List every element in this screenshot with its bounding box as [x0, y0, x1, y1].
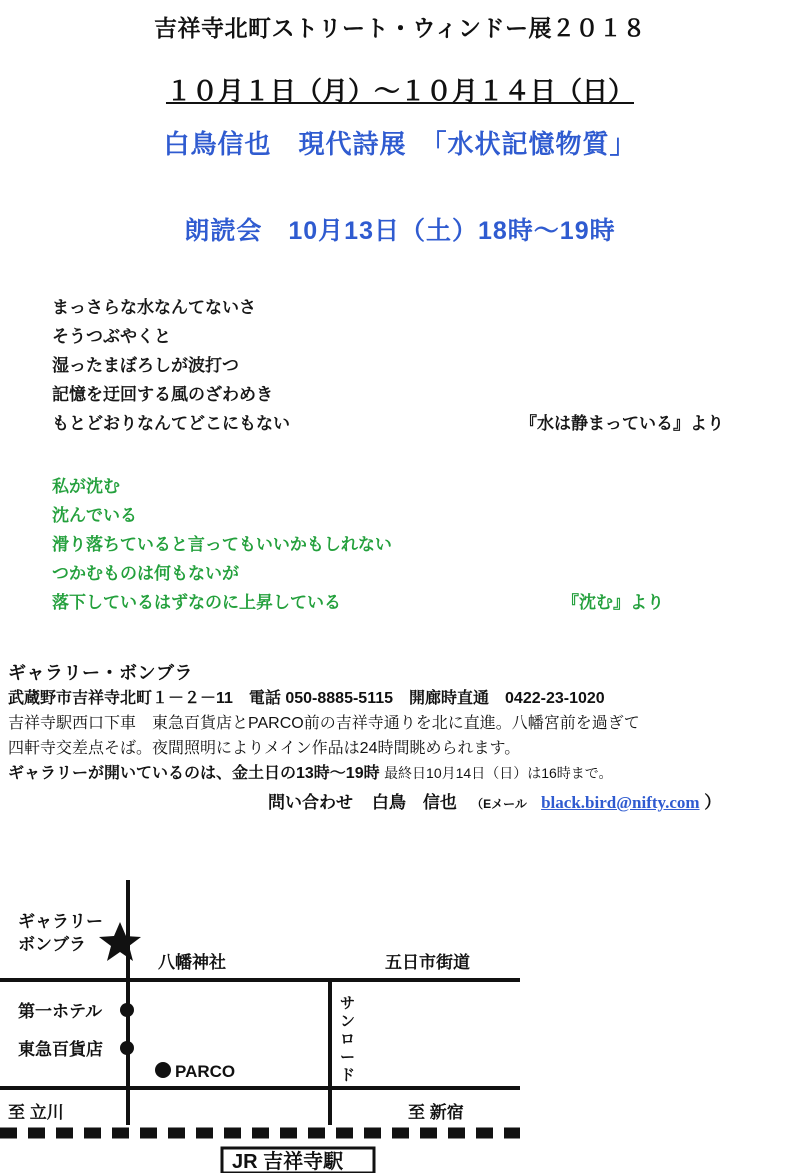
date-range: [0, 71, 800, 108]
poem-line-last: [52, 588, 800, 617]
poem-citation: 『沈む』より: [562, 593, 664, 612]
gallery-hours: [8, 761, 800, 786]
contact-mail-close: ）: [704, 793, 722, 812]
map-label-gallery1: ギャラリー: [18, 912, 103, 931]
gallery-star-marker: [99, 922, 141, 961]
gallery-access-line2: 四軒寺交差点そば。夜間照明によりメイン作品は24時間眺められます。: [8, 740, 521, 757]
map-label-parco: PARCO: [175, 1062, 236, 1081]
map-label-tachikawa: 至 立川: [8, 1103, 64, 1122]
poem-line: 沈んでいる: [52, 506, 137, 525]
map-label-gallery2: ボンブラ: [18, 935, 86, 954]
map-label-hachiman: 八幡神社: [158, 953, 226, 972]
gallery-hours-note: 最終日10月14日（日）は16時まで。: [384, 765, 613, 781]
poem-line: そうつぶやくと: [52, 327, 171, 346]
poem-line: 湿ったまぼろしが波打つ: [52, 356, 239, 375]
poem-black: [0, 293, 800, 438]
gallery-hours-text: ギャラリーが開いているのは、金土日の13時～19時: [8, 765, 380, 782]
poem-line: 記憶を迂回する風のざわめき: [52, 385, 273, 404]
hotel-marker: [120, 1003, 134, 1017]
poem-line: まっさらな水なんてないさ: [52, 298, 256, 317]
map-label-itsukaichi: 五日市街道: [385, 953, 470, 972]
map-label-station: JR 吉祥寺駅: [232, 1151, 344, 1173]
poem-line-last: [52, 409, 800, 438]
poem-citation: 『水は静まっている』より: [520, 414, 724, 433]
svg-text:ド: ド: [340, 1067, 356, 1084]
parco-marker: [155, 1062, 171, 1078]
reading-event: 朗読会 10月13日（土）18時～19時: [184, 217, 616, 245]
gallery-access-line1: 吉祥寺駅西口下車 東急百貨店とPARCO前の吉祥寺通りを北に直進。八幡宮前を過ぎて: [8, 715, 640, 732]
poem-line-text: 落下しているはずなのに上昇している: [52, 593, 341, 612]
contact-name: 白鳥 信也: [371, 793, 457, 812]
contact-label: 問い合わせ: [268, 793, 353, 812]
exhibition-title: 白鳥信也 現代詩展 「水状記憶物質」: [163, 129, 637, 159]
poem-line-text: もとどおりなんてどこにもない: [52, 414, 290, 433]
svg-text:ロ: ロ: [340, 1031, 356, 1048]
poem-green: [0, 472, 800, 617]
svg-text:ー: ー: [340, 1049, 356, 1066]
gallery-address: 武蔵野市吉祥寺北町１－２－11 電話 050-8885-5115 開廊時直通 0422-23-1020: [8, 690, 605, 707]
map-label-shinjuku: 至 新宿: [408, 1103, 464, 1122]
page-title: 吉祥寺北町ストリート・ウィンドー展２０１８: [153, 15, 647, 41]
poem-line: 滑り落ちていると言ってもいいかもしれない: [52, 535, 392, 554]
gallery-name: ギャラリー・ボンブラ: [8, 663, 193, 683]
tokyu-marker: [120, 1041, 134, 1055]
poem-line: 私が沈む: [52, 477, 120, 496]
map-label-hotel: 第一ホテル: [18, 1002, 103, 1021]
access-map: [0, 880, 520, 1173]
map-label-sunroad-1: サ: [340, 995, 356, 1012]
svg-text:ン: ン: [340, 1013, 356, 1030]
contact-line: [8, 790, 800, 817]
contact-email-link[interactable]: black.bird@nifty.com: [541, 793, 700, 812]
gallery-info: [0, 661, 800, 817]
poem-line: つかむものは何もないが: [52, 564, 239, 583]
map-graphic: [0, 880, 520, 1173]
date-range-text: １０月１日（月）～１０月１４日（日）: [165, 76, 634, 106]
map-label-tokyu: 東急百貨店: [18, 1040, 103, 1059]
contact-mail-label: （Eメール: [471, 797, 527, 811]
